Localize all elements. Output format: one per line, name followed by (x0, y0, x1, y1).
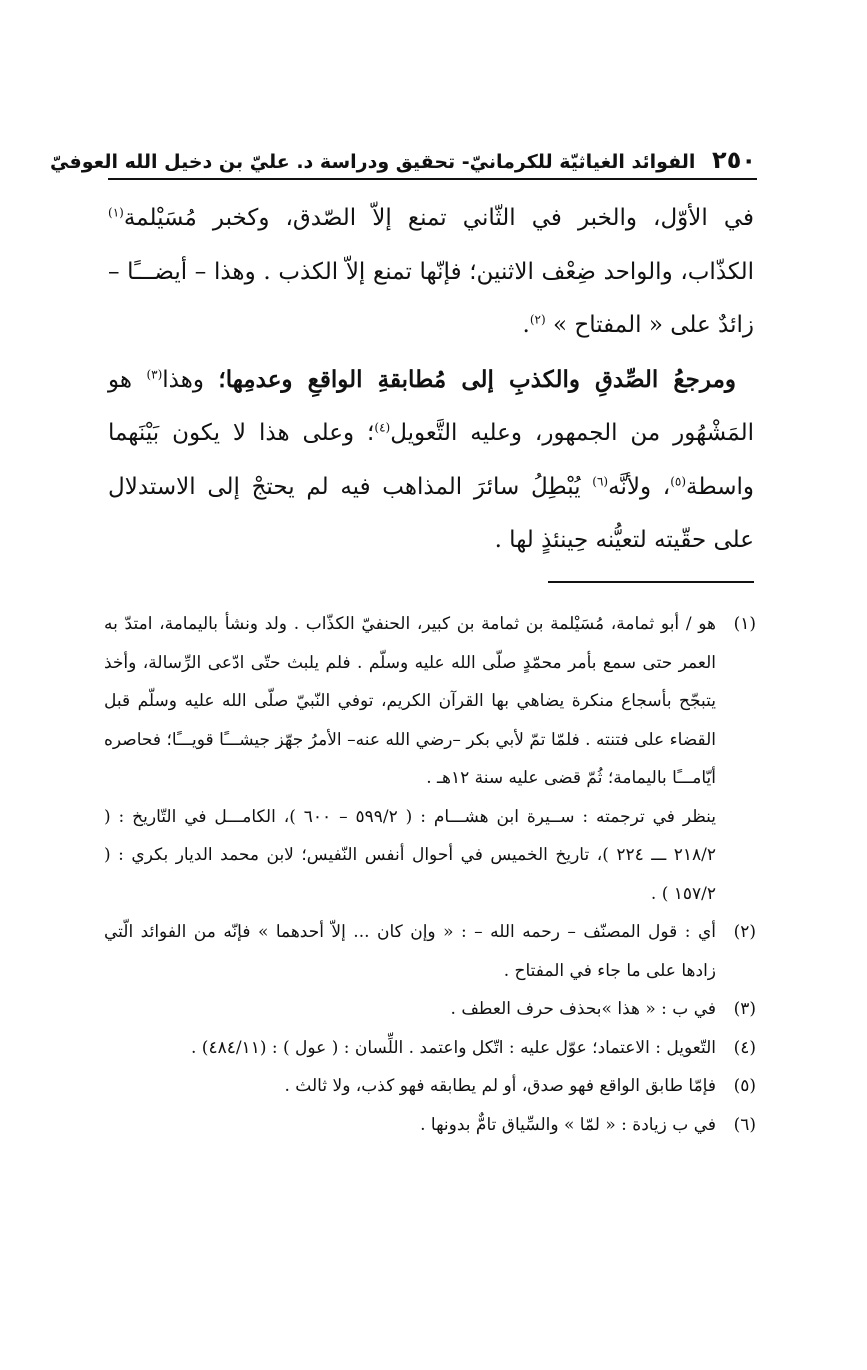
running-title: الفوائد الغياثيّة للكرمانيّ- تحقيق ودراسة د. عليّ بن دخيل الله العوفيّ (50, 151, 696, 173)
page-number: ٢٥٠ (712, 146, 756, 174)
footnotes (104, 605, 756, 1144)
footnote-number: (٣) (733, 999, 756, 1019)
paragraph-text: ؛ وعلى هذا لا يكون بَيْنَهما واسطة (108, 420, 754, 500)
paragraph-1 (108, 192, 754, 353)
footnote-text: التّعويل : الاعتماد؛ عوّل عليه : اتّكل واعتمد . اللِّسان : ( عول ) : (٤٨٤/١١) . (190, 1037, 716, 1058)
paragraph-text: وهذا (162, 366, 219, 393)
main-text (108, 192, 754, 568)
footnote-ref: (٣) (146, 366, 163, 381)
footnote-4 (104, 1029, 756, 1068)
footnote-ref: (١) (108, 205, 124, 220)
footnote-number: (٥) (733, 1076, 756, 1096)
footnote-5 (104, 1067, 756, 1106)
footnote-number: (٢) (733, 922, 756, 942)
footnote-text: أي : قول المصنّف – رحمه الله – : « وإن كان ... إلاّ أحدهما » فإنّه من الفوائد الّتي زادها على ما جاء في المفتاح . (104, 922, 716, 981)
paragraph-2 (108, 353, 754, 568)
paragraph-text: يُبْطِلُ سائرَ المذاهب فيه لم يحتجْ إلى الاستدلال على حقّيته لتعيُّنه حِينئذٍ لها . (108, 473, 754, 553)
footnote-number: (١) (733, 614, 756, 634)
paragraph-text: الكذّاب، والواحد ضِعْف الاثنين؛ فإنّها تمنع إلاّ الكذب . وهذا – أيضـــًا – زائدٌ على « المفتاح » (108, 258, 754, 338)
running-header (50, 146, 756, 176)
footnote-ref: (٢) (529, 312, 546, 327)
header-rule (108, 178, 757, 180)
footnote-text: في ب : « هذا »بحذف حرف العطف . (450, 999, 716, 1019)
footnote-ref: (٦) (592, 473, 609, 488)
footnote-2 (104, 913, 756, 990)
footnote-text: فإمّا طابق الواقع فهو صدق، أو لم يطابقه فهو كذب، ولا ثالث . (284, 1076, 716, 1096)
footnote-ref: (٥) (670, 473, 687, 488)
footnote-number: (٦) (733, 1114, 756, 1135)
footnote-3 (104, 990, 756, 1029)
bold-lead: ومرجعُ الصِّدقِ والكذبِ إلى مُطابقةِ الواقعِ وعدمِها؛ (218, 365, 737, 393)
footnote-1-references: ينظر في ترجمته : ســيرة ابن هشـــام : ( ٥٩٩/٢ – ٦٠٠ )، الكامـــل في التّاريخ : ( ٢١٨/٢ ـــ ٢٢٤ )، تاريخ الخميس في أحوال أنفس النّفيس؛ لابن محمد الديار بكري : ( ١٥٧/٢ ) . (104, 806, 717, 904)
footnote-6 (104, 1106, 756, 1145)
paragraph-text: . (522, 312, 530, 338)
paragraph-text: في الأوّل، والخبر في الثّاني تمنع إلاّ الصّدق، وكخبر مُسَيْلمة (123, 205, 754, 231)
footnote-number: (٤) (733, 1037, 756, 1058)
footnote-ref: (٤) (374, 420, 391, 435)
paragraph-text: هو المَشْهُور من الجمهور، وعليه التَّعويل (108, 366, 754, 446)
footnote-text: هو / أبو ثمامة، مُسَيْلمة بن ثمامة بن كبير، الحنفيّ الكذّاب . ولد ونشأ باليمامة، امتدّ به العمر حتى سمع بأمر محمّدٍ صلّى الله عليه وسلّم . فلم يلبث حتّى ادّعى الرِّسالة، وأخذ يتبجّح بأسجاع منكرة يضاهي بها القرآن الكريم، توفي النّبيّ صلّى الله عليه وسلّم قبل القضاء على فتنته . فلمّا تمّ لأبي بكر –رضي الله عنه– الأمرُ جهّز جيشـــًا قويـــًا؛ فحاصره أيّامـــًا باليمامة؛ ثُمّ قضى عليه سنة ١٢هـ . (104, 614, 716, 788)
footnote-text: في ب زيادة : « لمّا » والسِّياق تامٌّ بدونها . (420, 1114, 716, 1135)
footnote-1 (104, 605, 756, 798)
paragraph-text: ، ولأنَّه (608, 473, 671, 500)
footnote-separator (548, 581, 754, 583)
